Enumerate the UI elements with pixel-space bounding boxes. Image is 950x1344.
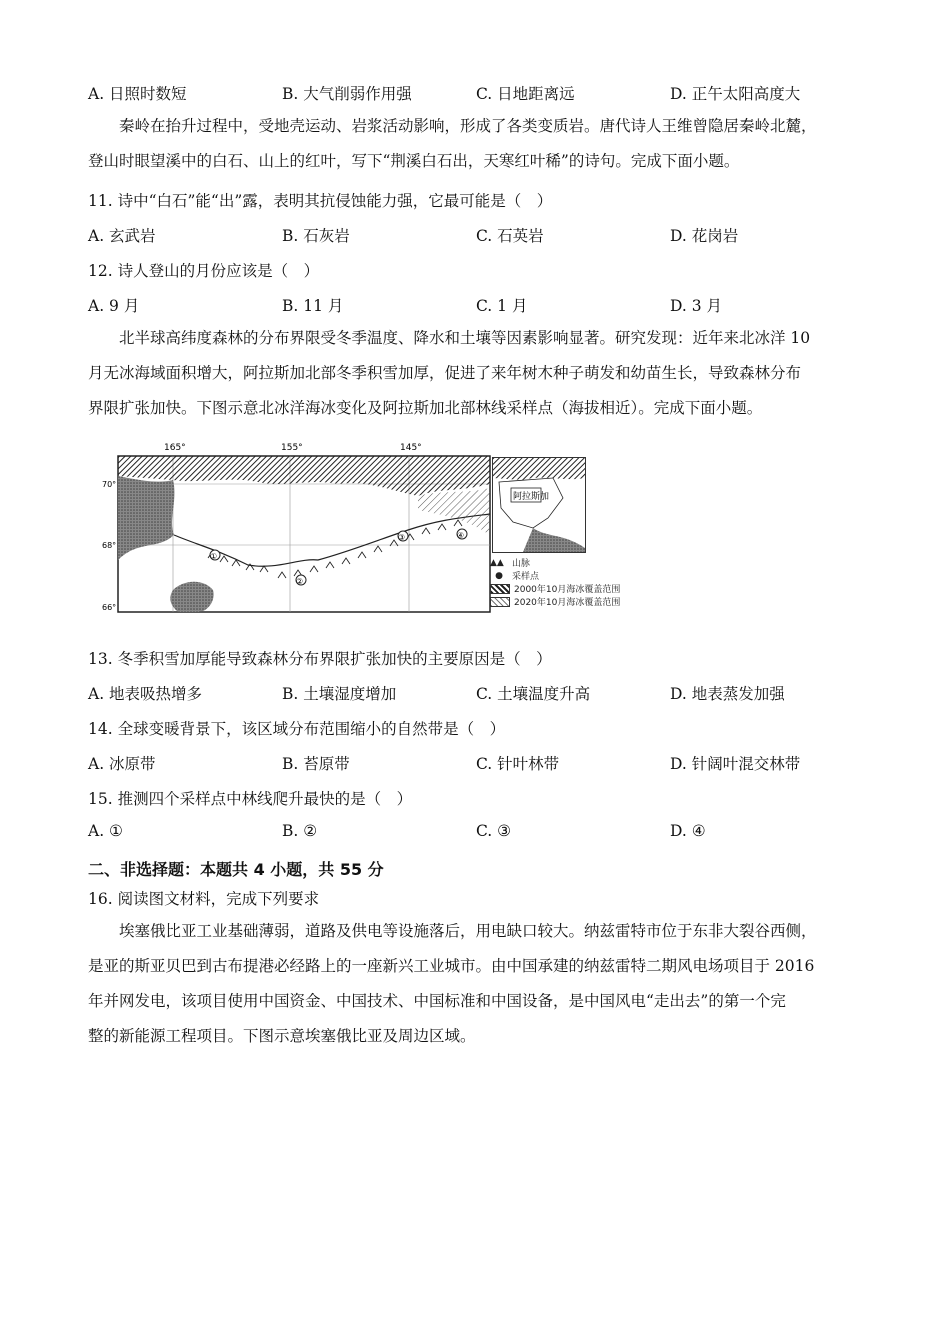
- legend-ice-2020: 2020年10月海冰覆盖范围: [490, 595, 620, 608]
- q10-option-d: D. 正午太阳高度大: [670, 85, 801, 103]
- q13-option-a: A. 地表吸热增多: [88, 685, 203, 703]
- passage-ethiopia-line3: 年并网发电，该项目使用中国资金、中国技术、中国标准和中国设备，是中国风电“走出去”的第一个完: [88, 992, 786, 1010]
- legend-ice-2000: 2000年10月海冰覆盖范围: [490, 582, 620, 595]
- passage-ethiopia-line1: 埃塞俄比亚工业基础薄弱，道路及供电等设施落后，用电缺口较大。纳兹雷特市位于东非大裂谷西侧，: [119, 922, 817, 940]
- q13-option-b: B. 土壤湿度增加: [282, 685, 397, 703]
- mountain-icon: ▲▲: [490, 557, 504, 568]
- q15-option-a: A. ①: [88, 822, 123, 840]
- q14-option-d: D. 针阔叶混交林带: [670, 755, 801, 773]
- lon-label-155: 155°: [281, 443, 303, 453]
- q12-option-a: A. 9 月: [88, 297, 140, 315]
- q15-option-b: B. ②: [282, 822, 318, 840]
- sample-point-4: ④: [457, 531, 465, 540]
- dot-icon: ●: [495, 570, 503, 581]
- passage-ethiopia-line4: 整的新能源工程项目。下图示意埃塞俄比亚及周边区域。: [88, 1027, 476, 1045]
- q14-option-b: B. 苔原带: [282, 755, 350, 773]
- q12-option-c: C. 1 月: [476, 297, 528, 315]
- lat-label-68: 68°: [102, 541, 117, 550]
- sample-point-2: ②: [296, 577, 304, 586]
- q15-option-c: C. ③: [476, 822, 512, 840]
- q10-option-a: A. 日照时数短: [88, 85, 187, 103]
- passage-arctic-line2: 月无冰海域面积增大，阿拉斯加北部冬季积雪加厚，促进了来年树木种子萌发和幼苗生长，导致森林分布: [88, 364, 802, 382]
- q11-option-c: C. 石英岩: [476, 227, 544, 245]
- q14-stem: 14. 全球变暖背景下，该区域分布范围缩小的自然带是（ ）: [88, 720, 506, 738]
- q13-option-d: D. 地表蒸发加强: [670, 685, 785, 703]
- q14-option-c: C. 针叶林带: [476, 755, 560, 773]
- inset-svg: [493, 458, 585, 552]
- lon-label-165: 165°: [164, 443, 186, 453]
- q10-option-c: C. 日地距离远: [476, 85, 575, 103]
- lat-label-70: 70°: [102, 480, 117, 489]
- q11-options: [88, 224, 868, 246]
- q16-stem: 16. 阅读图文材料，完成下列要求: [88, 890, 320, 908]
- q13-option-c: C. 土壤温度升高: [476, 685, 591, 703]
- q14-options: [88, 752, 868, 774]
- q10-option-b: B. 大气削弱作用强: [282, 85, 412, 103]
- passage-qinling: [88, 109, 864, 179]
- hatch-dark-icon: [490, 584, 510, 594]
- passage-ethiopia-line2: 是亚的斯亚贝巴到古布提港必经路上的一座新兴工业城市。由中国承建的纳兹雷特二期风电场项目于 2016: [88, 957, 815, 975]
- q15-stem: 15. 推测四个采样点中林线爬升最快的是（ ）: [88, 790, 413, 808]
- q15-options: [88, 822, 868, 840]
- q12-options: [88, 294, 868, 316]
- q14-option-a: A. 冰原带: [88, 755, 156, 773]
- q11-option-b: B. 石灰岩: [282, 227, 350, 245]
- passage-qinling-line1: 秦岭在抬升过程中，受地壳运动、岩浆活动影响，形成了各类变质岩。唐代诗人王维曾隐居秦岭北麓，: [119, 117, 817, 135]
- q13-options: [88, 682, 868, 704]
- q12-option-b: B. 11 月: [282, 297, 344, 315]
- q13-stem: 13. 冬季积雪加厚能导致森林分布界限扩张加快的主要原因是（ ）: [88, 650, 552, 668]
- passage-arctic-line1: 北半球高纬度森林的分布界限受冬季温度、降水和土壤等因素影响显著。研究发现：近年来北冰洋 10: [119, 329, 811, 347]
- map-legend: [490, 556, 620, 608]
- q15-option-d: D. ④: [670, 822, 706, 840]
- passage-arctic-line3: 界限扩张加快。下图示意北冰洋海冰变化及阿拉斯加北部林线采样点（海拔相近）。完成下面小题。: [88, 399, 763, 417]
- lon-label-145: 145°: [400, 443, 422, 453]
- legend-mountain: ▲▲ 山脉: [490, 557, 531, 569]
- section-heading: 二、非选择题：本题共 4 小题，共 55 分: [88, 860, 384, 879]
- sample-point-1: ①: [210, 552, 218, 561]
- q12-stem: 12. 诗人登山的月份应该是（ ）: [88, 262, 320, 280]
- passage-ethiopia: [88, 914, 864, 1054]
- q10-options: [88, 82, 868, 104]
- passage-qinling-line2: 登山时眼望溪中的白石、山上的红叶，写下“荆溪白石出，天寒红叶稀”的诗句。完成下面小题。: [88, 152, 740, 170]
- sample-point-3: ③: [398, 533, 406, 542]
- lat-label-66: 66°: [102, 603, 117, 612]
- q11-option-d: D. 花岗岩: [670, 227, 739, 245]
- q11-stem: 11. 诗中“白石”能“出”露，表明其抗侵蚀能力强，它最可能是（ ）: [88, 192, 553, 210]
- inset-region-label: 阿拉斯加: [513, 492, 550, 502]
- q12-option-d: D. 3 月: [670, 297, 723, 315]
- inset-map: [492, 457, 586, 553]
- passage-arctic: [88, 321, 864, 426]
- q11-option-a: A. 玄武岩: [88, 227, 156, 245]
- hatch-light-icon: [490, 597, 510, 607]
- legend-sample-point: ● 采样点: [490, 569, 620, 582]
